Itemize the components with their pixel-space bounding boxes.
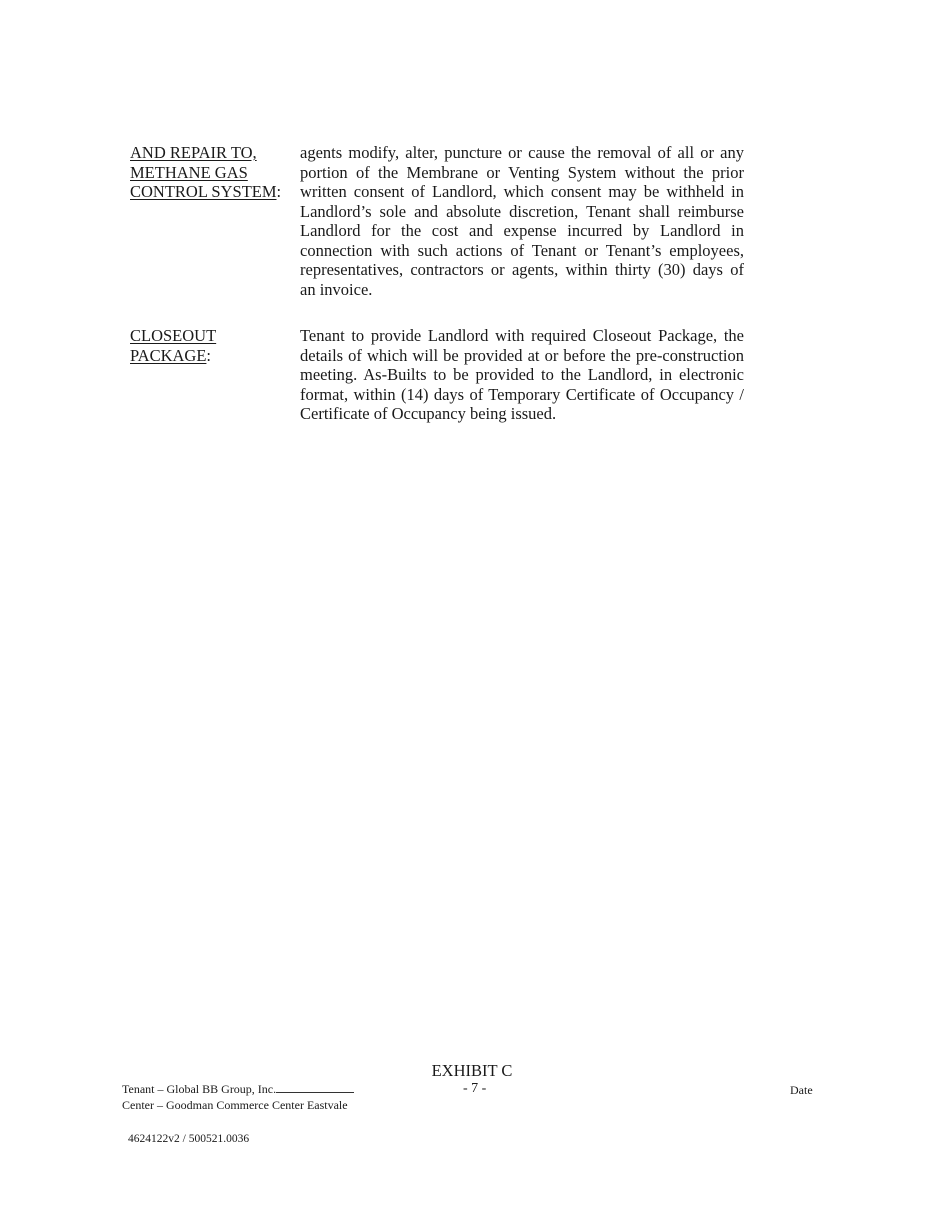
section-label-colon: : — [206, 345, 212, 365]
body-line: Certificate of Occupancy being issued. — [300, 404, 557, 423]
initials-blank-line — [276, 1081, 354, 1093]
body-line: details of which will be provided at or before the pre-construction — [300, 345, 744, 365]
body-line: an invoice. — [300, 279, 373, 299]
footer-date-label: Date — [790, 1083, 813, 1097]
section-body — [300, 143, 744, 299]
body-line: Landlord for the cost and expense incurred by Landlord in — [300, 221, 744, 240]
body-line: format, within (14) days of Temporary Certificate of Occupancy / — [300, 384, 744, 404]
section-label-line: CONTROL SYSTEM — [130, 182, 277, 201]
section-body — [300, 326, 744, 424]
section-methane-gas-control — [130, 143, 750, 299]
section-label — [130, 326, 300, 424]
body-line: meeting. As-Builts to be provided to the Landlord, in electronic — [300, 365, 744, 384]
body-line: connection with such actions of Tenant or Tenant’s employees, — [300, 240, 744, 260]
body-line: agents modify, alter, puncture or cause the removal of all or any — [300, 143, 744, 162]
section-label-last-line — [130, 346, 300, 366]
footer-tenant-row — [122, 1081, 354, 1097]
footer-tenant-line: Tenant – Global BB Group, Inc. — [122, 1082, 277, 1096]
section-label-line: PACKAGE — [130, 345, 207, 365]
footer-parties — [122, 1081, 354, 1113]
section-label-line: METHANE GAS — [130, 162, 248, 182]
section-label-line: CLOSEOUT — [130, 326, 217, 345]
exhibit-heading — [0, 1061, 934, 1081]
body-line: portion of the Membrane or Venting System without the prior — [300, 162, 744, 182]
page-number: - 7 - — [463, 1081, 487, 1096]
body-line: Tenant to provide Landlord with required Closeout Package, the — [300, 326, 744, 345]
section-label-colon: : — [276, 182, 282, 201]
section-label — [130, 143, 300, 299]
section-closeout-package — [130, 326, 750, 424]
document-id: 4624122v2 / 500521.0036 — [128, 1133, 250, 1145]
body-line: representatives, contractors or agents, within thirty (30) days of — [300, 260, 744, 279]
section-label-last-line — [130, 182, 300, 202]
body-line: Landlord’s sole and absolute discretion, Tenant shall reimburse — [300, 201, 744, 221]
exhibit-title: EXHIBIT C — [431, 1061, 513, 1080]
body-line: written consent of Landlord, which consent may be withheld in — [300, 182, 744, 201]
section-label-line: AND REPAIR TO, — [130, 143, 257, 162]
footer-center-line: Center – Goodman Commerce Center Eastvale — [122, 1098, 348, 1112]
